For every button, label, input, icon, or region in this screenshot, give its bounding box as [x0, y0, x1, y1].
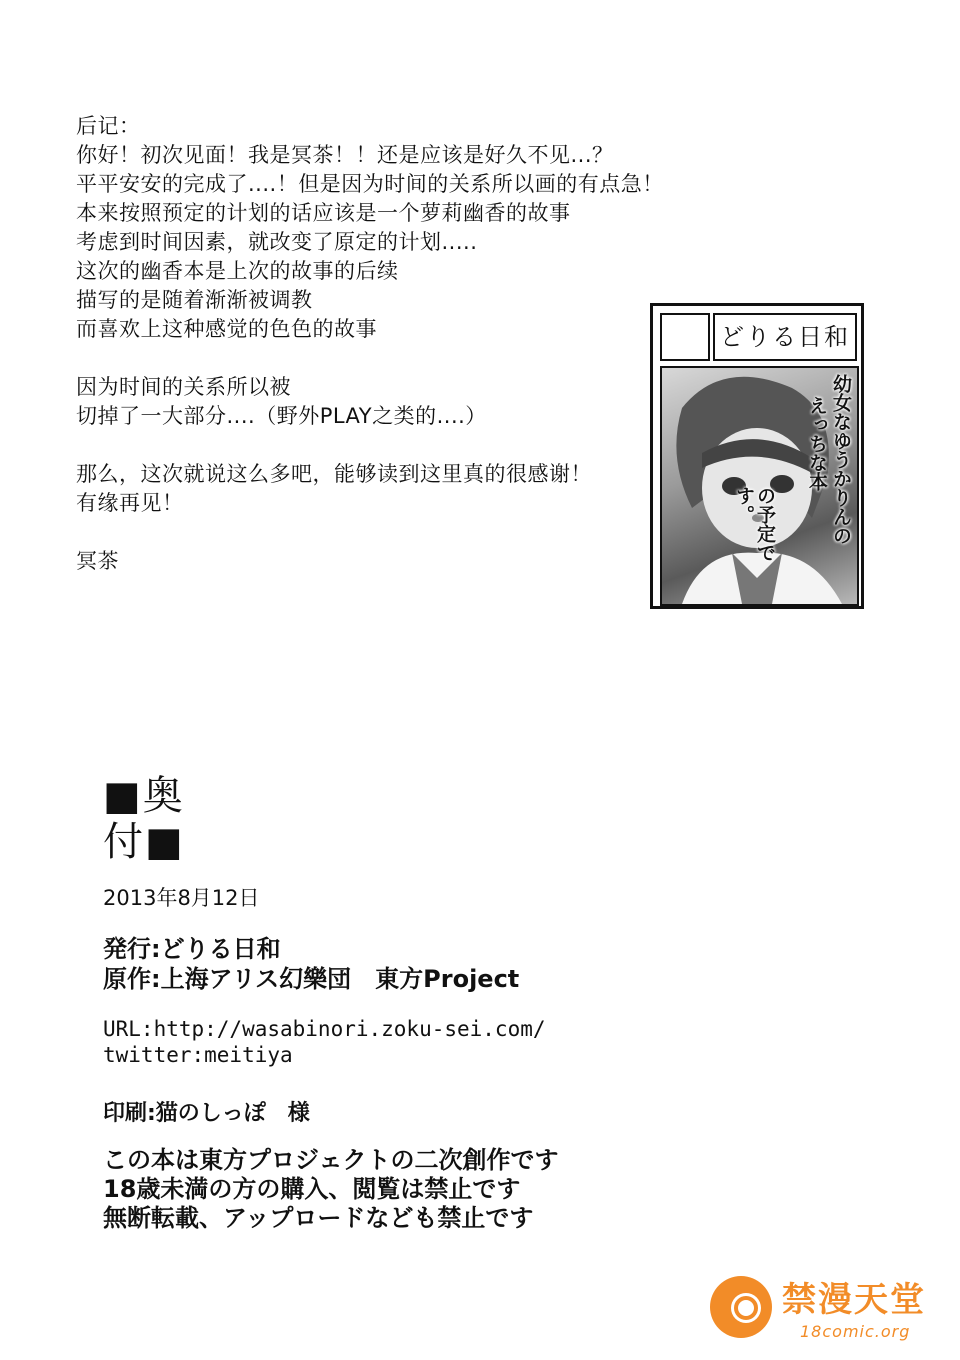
afterword-spacer	[76, 518, 676, 547]
legal-notice	[103, 1146, 559, 1233]
afterword-spacer	[76, 344, 676, 373]
site-watermark	[700, 1276, 930, 1348]
twitter-handle: twitter:meitiya	[103, 1043, 293, 1067]
notice-line: この本は東方プロジェクトの二次創作です	[103, 1146, 559, 1174]
promo-blank-box	[660, 313, 710, 361]
website-url: URL:http://wasabinori.zoku-sei.com/	[103, 1017, 546, 1041]
promo-circle-name: どりる日和	[713, 313, 857, 361]
afterword-line: 平平安安的完成了....！但是因为时间的关系所以画的有点急！	[76, 172, 664, 196]
afterword-line: 那么，这次就说这么多吧，能够读到这里真的很感谢！	[76, 462, 592, 486]
colophon-title-line-2: 付■	[103, 819, 185, 865]
publisher: 発行:どりる日和	[103, 935, 281, 963]
afterword-line: 这次的幽香本是上次的故事的后续	[76, 259, 399, 283]
promo-text-line-2: えっちな本	[806, 396, 828, 491]
afterword-line: 因为时间的关系所以被	[76, 375, 291, 399]
publication-info	[103, 934, 519, 994]
afterword-line: 你好！初次见面！我是冥茶！！还是应该是好久不见...？	[76, 143, 614, 167]
original-work: 原作:上海アリス幻樂団 東方Project	[103, 965, 520, 993]
promo-text-line-1: 幼女なゆうかりんの	[830, 374, 852, 545]
printer: 印刷:猫のしっぽ 様	[103, 1101, 310, 1126]
afterword	[76, 112, 676, 576]
afterword-heading: 后记：	[76, 114, 141, 138]
afterword-line: 而喜欢上这种感觉的色色的故事	[76, 317, 377, 341]
afterword-line: 本来按照预定的计划的话应该是一个萝莉幽香的故事	[76, 201, 571, 225]
next-book-promo	[650, 303, 864, 609]
notice-line: 無断転載、アップロードなども禁止です	[103, 1204, 534, 1232]
afterword-spacer	[76, 431, 676, 460]
colophon-title-line-1: ■奥	[103, 773, 185, 819]
afterword-line: 描写的是随着渐渐被调教	[76, 288, 313, 312]
watermark-logo-icon	[710, 1276, 772, 1338]
afterword-signature: 冥茶	[76, 549, 119, 573]
afterword-line: 考虑到时间因素，就改变了原定的计划.....	[76, 230, 478, 254]
notice-line: 18歳未満の方の購入、閲覧は禁止です	[103, 1175, 521, 1203]
promo-text-line-3: の予定です。	[733, 486, 776, 562]
watermark-url: 18comic.org	[800, 1322, 911, 1341]
logo-eye	[734, 1296, 758, 1320]
afterword-line: 有缘再见！	[76, 491, 184, 515]
publication-date: 2013年8月12日	[103, 886, 260, 910]
colophon-title	[103, 773, 185, 865]
watermark-title: 禁漫天堂	[782, 1280, 926, 1320]
promo-illustration	[660, 366, 859, 606]
contact-links	[103, 1016, 546, 1068]
afterword-line: 切掉了一大部分....（野外PLAY之类的....）	[76, 404, 487, 428]
